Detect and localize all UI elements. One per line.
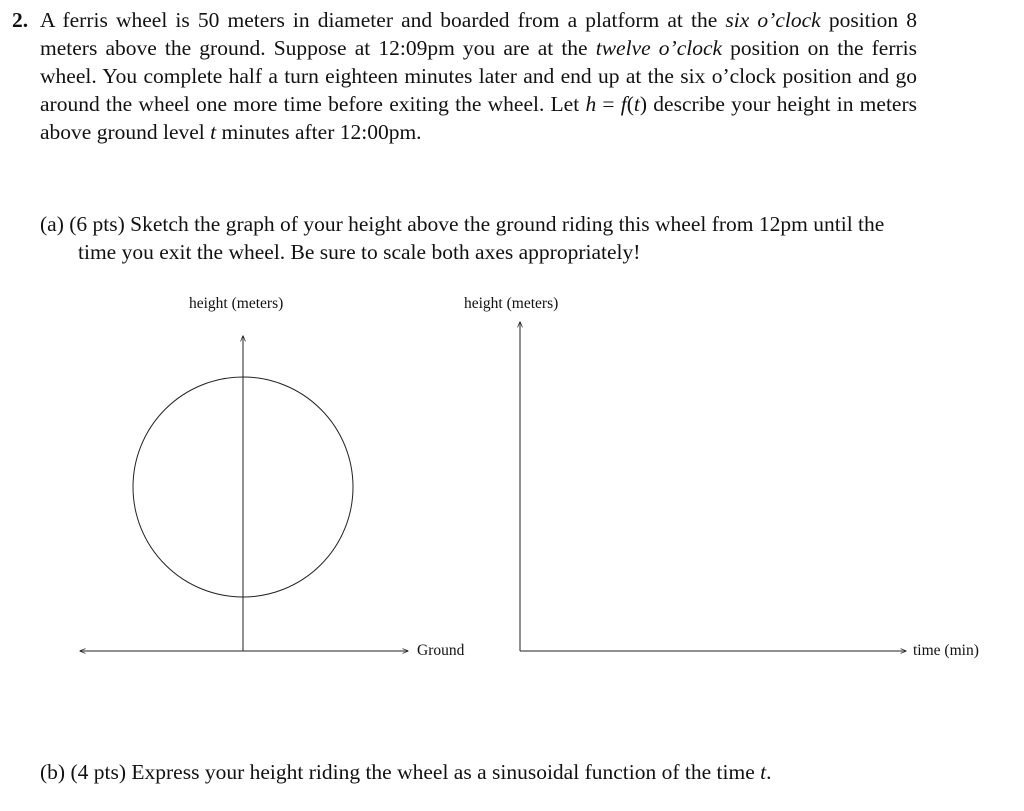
problem-italic-six-oclock: six o’clock	[725, 8, 821, 32]
problem-text-2: position 8 meters above the ground. Suppose at 12:09pm you are at the	[40, 8, 917, 60]
math-f: f	[620, 92, 627, 116]
math-t-2: t	[210, 120, 217, 144]
part-b-points: (4 pts)	[70, 760, 126, 784]
right-figure	[520, 322, 906, 651]
problem-text-5: (	[626, 92, 634, 116]
problem-text-4: =	[596, 92, 621, 116]
problem-text-1: A ferris wheel is 50 meters in diameter and boarded from a platform at the	[40, 8, 726, 32]
problem-text-6: ) describe your height in meters above ground level	[40, 92, 917, 144]
problem-number: 2.	[12, 8, 29, 32]
problem-italic-twelve-oclock: twelve o’clock	[595, 36, 723, 60]
part-b	[40, 758, 940, 786]
part-b-label: (b)	[40, 760, 66, 784]
problem-text-3: position on the ferris wheel. You complete half a turn eighteen minutes later and end up at the six o’clock position and go around the wheel one more time before exiting the wheel. Let	[40, 36, 917, 116]
math-h: h	[585, 92, 597, 116]
left-y-axis-label: height (meters)	[189, 295, 284, 312]
part-b-math-t: t	[760, 760, 767, 784]
part-b-text-1: Express your height riding the wheel as a sinusoidal function of the time	[131, 760, 761, 784]
part-a-text: Sketch the graph of your height above the ground riding this wheel from 12pm until the time you exit the wheel. Be sure to scale both axes appropriately!	[78, 212, 885, 264]
math-t: t	[633, 92, 640, 116]
right-x-axis-label: time (min)	[913, 642, 979, 659]
part-b-text-2: .	[766, 760, 772, 784]
problem-text-7: minutes after 12:00pm.	[216, 120, 422, 144]
left-figure	[80, 336, 408, 651]
left-x-axis-label: Ground	[417, 642, 465, 659]
part-a-label: (a)	[40, 212, 64, 236]
part-a-points: (6 pts)	[69, 212, 125, 236]
right-y-axis-label: height (meters)	[464, 295, 559, 312]
